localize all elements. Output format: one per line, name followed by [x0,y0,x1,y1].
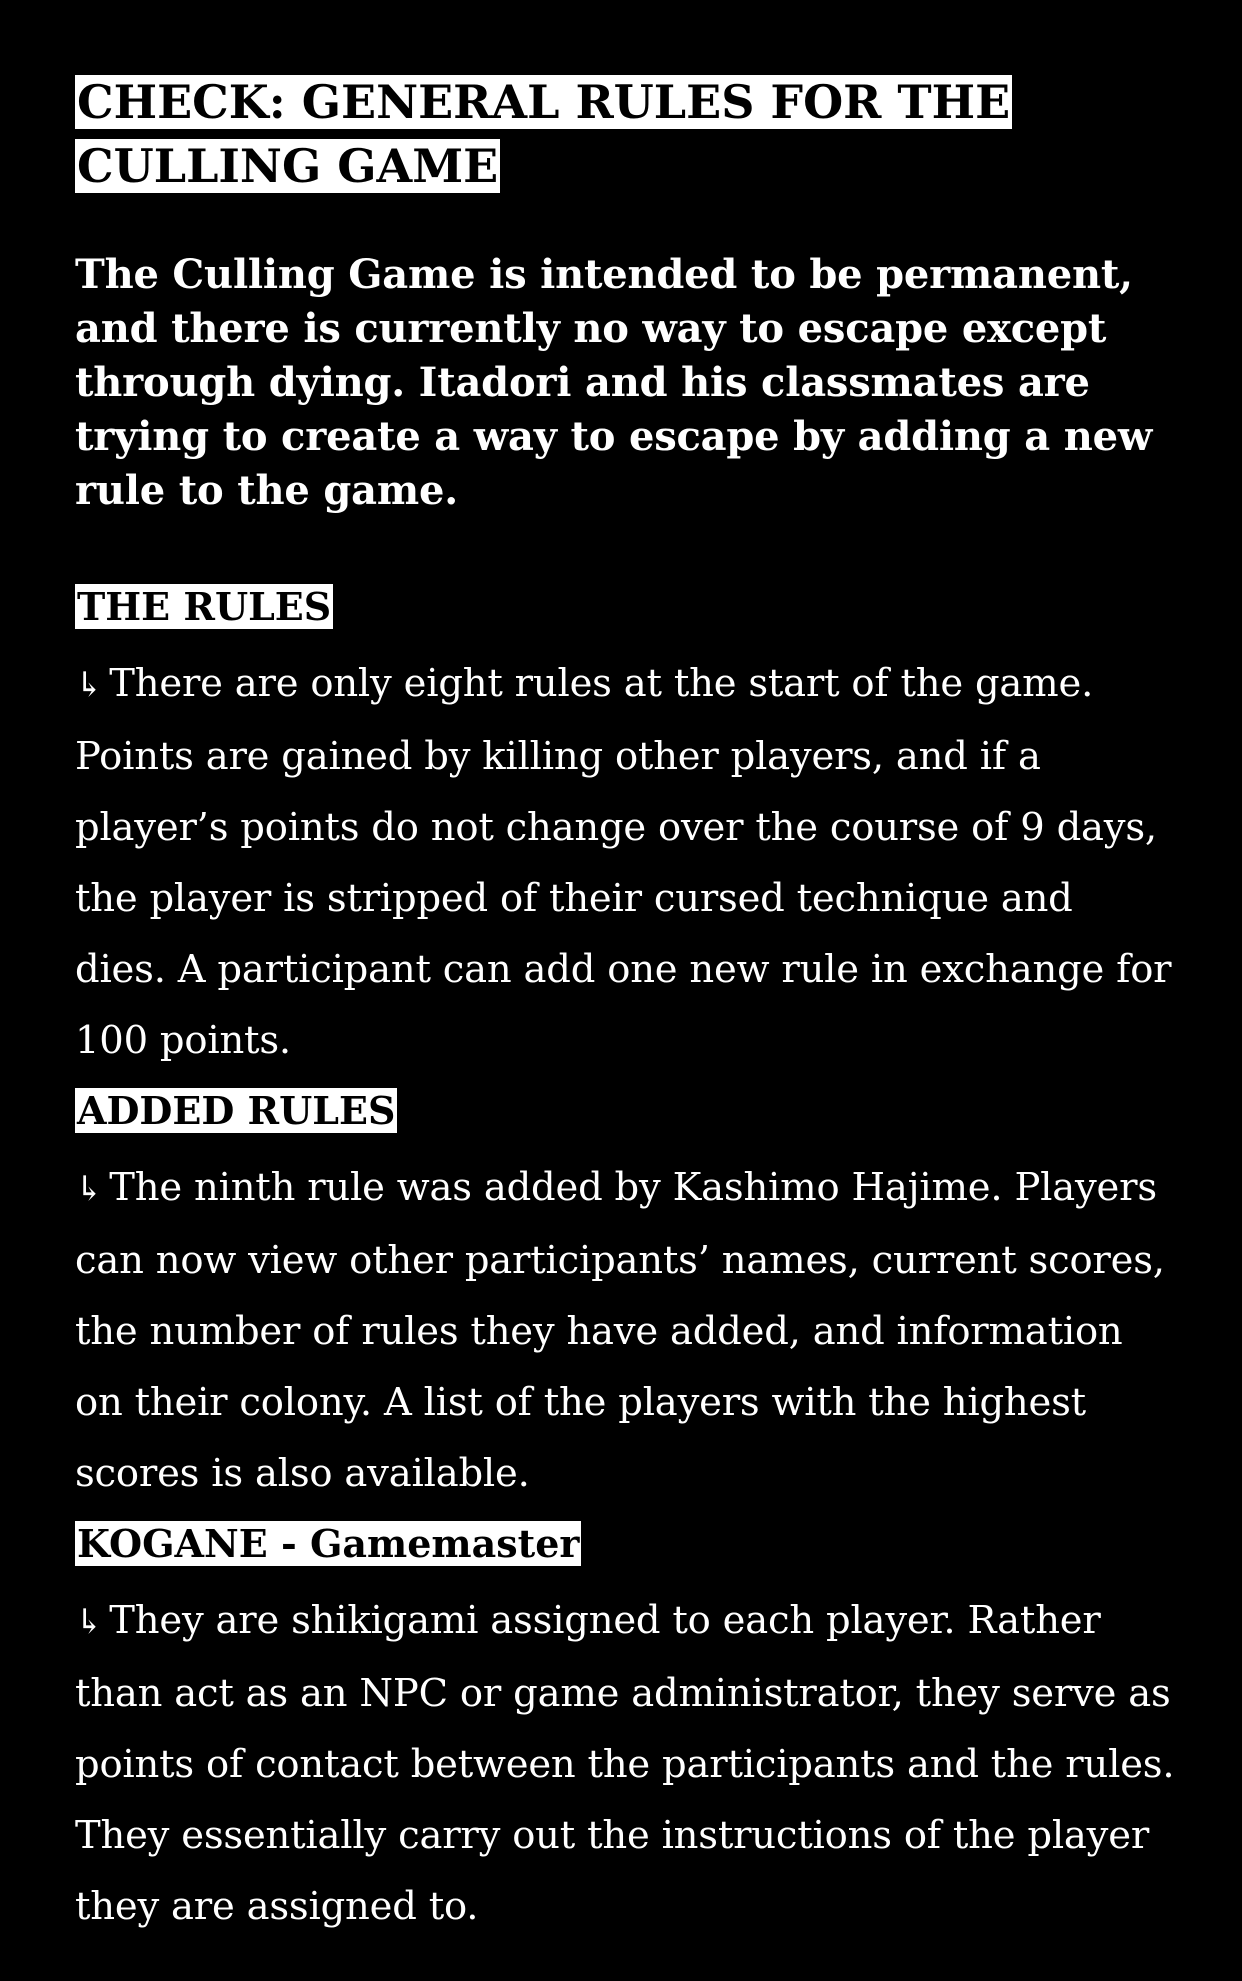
section-heading-the-rules: THE RULES [77,584,332,629]
arrow-icon: ↳ [75,665,104,705]
intro-paragraph: The Culling Game is intended to be permanent, and there is currently no way to escape except through dying. Itadori and his classmates are trying to create a way to escape by adding a new rule to the game. [75,251,1153,514]
section-body-added-rules: ↳ The ninth rule was added by Kashimo Hajime. Players can now view other participants’ names, current scores, the number of rules they have added, and information on their colony. A list of the players with the highest scores is also available. [75,1152,1175,1509]
document-page [75,70,1175,1952]
page-title [75,70,1175,198]
section-heading-added-rules: ADDED RULES [77,1088,396,1133]
arrow-icon: ↳ [75,1602,104,1642]
section-body-kogane: ↳ They are shikigami assigned to each player. Rather than act as an NPC or game administrator, they serve as points of contact between the participants and the rules. They essentially carry out the instructions of the player they are assigned to. [75,1585,1175,1942]
title-highlight: CHECK: GENERAL RULES FOR THE CULLING GAME [77,75,1011,193]
section-body-the-rules: ↳ There are only eight rules at the start of the game. Points are gained by killing other players, and if a player’s points do not change over the course of 9 days, the player is stripped of their cursed technique and dies. A participant can add one new rule in exchange for 100 points. [75,648,1175,1076]
arrow-icon: ↳ [75,1169,104,1209]
section-heading-kogane: KOGANE - Gamemaster [77,1521,580,1566]
